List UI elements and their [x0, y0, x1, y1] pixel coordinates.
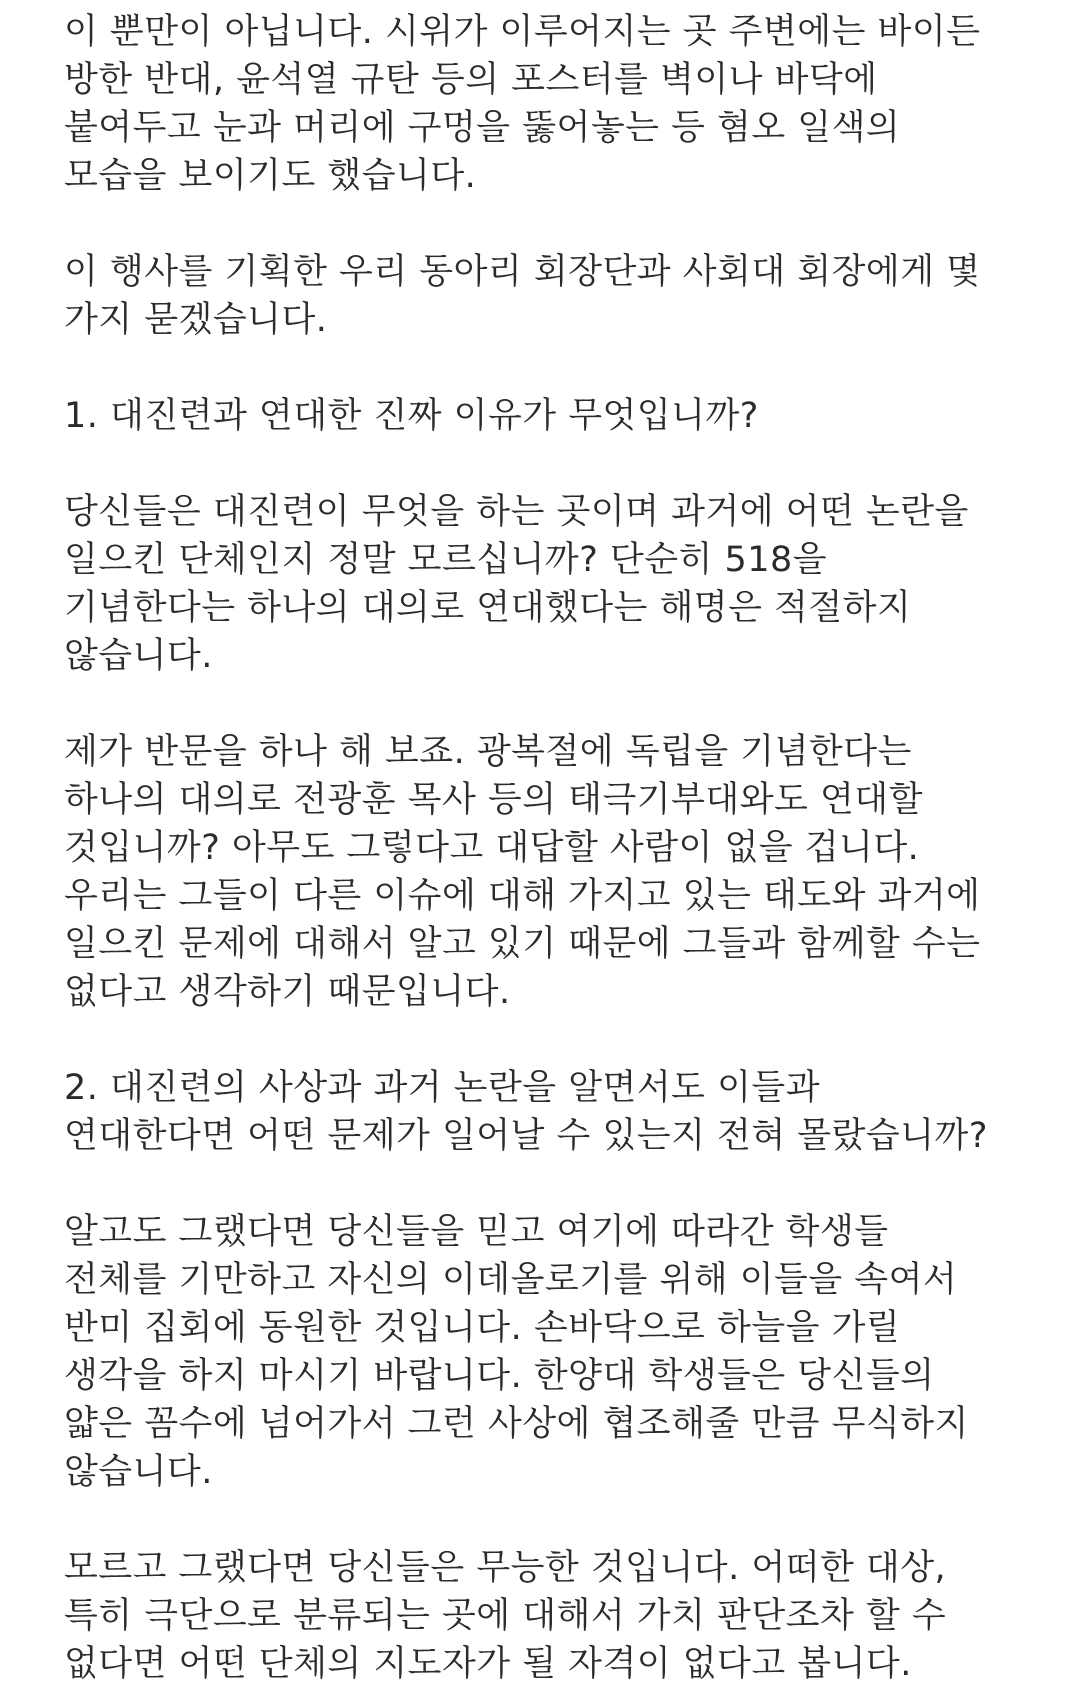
paragraph-gap — [64, 680, 1074, 728]
text-line: 우리는 그들이 다른 이슈에 대해 가지고 있는 태도와 과거에 — [64, 876, 981, 916]
text-line: 이 행사를 기획한 우리 동아리 회장단과 사회대 회장에게 몇 — [64, 252, 981, 292]
text-line: 알고도 그랬다면 당신들을 믿고 여기에 따라간 학생들 — [64, 1212, 889, 1252]
document-body — [64, 8, 1074, 1688]
text-line: 반미 집회에 동원한 것입니다. 손바닥으로 하늘을 가릴 — [64, 1308, 901, 1348]
text-line: 모습을 보이기도 했습니다. — [64, 156, 477, 196]
paragraph-gap — [64, 440, 1074, 488]
text-line: 않습니다. — [64, 636, 213, 676]
paragraph-gap — [64, 200, 1074, 248]
text-line: 2. 대진련의 사상과 과거 논란을 알면서도 이들과 — [64, 1068, 821, 1108]
text-line: 일으킨 문제에 대해서 알고 있기 때문에 그들과 함께할 수는 — [64, 924, 981, 964]
question-2-heading — [64, 1064, 1074, 1160]
text-line: 당신들은 대진련이 무엇을 하는 곳이며 과거에 어떤 논란을 — [64, 492, 969, 532]
text-line: 않습니다. — [64, 1452, 213, 1492]
text-line: 하나의 대의로 전광훈 목사 등의 태극기부대와도 연대할 — [64, 780, 923, 820]
paragraph-gap — [64, 1016, 1074, 1064]
text-line: 생각을 하지 마시기 바랍니다. 한양대 학생들은 당신들의 — [64, 1356, 935, 1396]
text-line: 방한 반대, 윤석열 규탄 등의 포스터를 벽이나 바닥에 — [64, 60, 878, 100]
text-line: 1. 대진련과 연대한 진짜 이유가 무엇입니까? — [64, 396, 759, 436]
text-line: 특히 극단으로 분류되는 곳에 대해서 가치 판단조차 할 수 — [64, 1596, 947, 1636]
text-line: 모르고 그랬다면 당신들은 무능한 것입니다. 어떠한 대상, — [64, 1548, 947, 1588]
text-line: 전체를 기만하고 자신의 이데올로기를 위해 이들을 속여서 — [64, 1260, 958, 1300]
text-line: 없다고 생각하기 때문입니다. — [64, 972, 511, 1012]
question-1-heading — [64, 392, 1074, 440]
text-line: 얇은 꼼수에 넘어가서 그런 사상에 협조해줄 만큼 무식하지 — [64, 1404, 969, 1444]
paragraph-7 — [64, 1208, 1074, 1496]
text-line: 가지 묻겠습니다. — [64, 300, 328, 340]
paragraph-gap — [64, 1160, 1074, 1208]
paragraph-5 — [64, 728, 1074, 1016]
paragraph-8 — [64, 1544, 1074, 1688]
text-line: 제가 반문을 하나 해 보죠. 광복절에 독립을 기념한다는 — [64, 732, 912, 772]
text-line: 이 뿐만이 아닙니다. 시위가 이루어지는 곳 주변에는 바이든 — [64, 12, 981, 52]
text-line: 기념한다는 하나의 대의로 연대했다는 해명은 적절하지 — [64, 588, 912, 628]
paragraph-1 — [64, 8, 1074, 200]
text-line: 것입니까? 아무도 그렇다고 대답할 사람이 없을 겁니다. — [64, 828, 920, 868]
text-line: 없다면 어떤 단체의 지도자가 될 자격이 없다고 봅니다. — [64, 1644, 912, 1684]
text-line: 연대한다면 어떤 문제가 일어날 수 있는지 전혀 몰랐습니까? — [64, 1116, 988, 1156]
paragraph-gap — [64, 344, 1074, 392]
text-line: 붙여두고 눈과 머리에 구멍을 뚫어놓는 등 혐오 일색의 — [64, 108, 901, 148]
paragraph-gap — [64, 1496, 1074, 1544]
paragraph-4 — [64, 488, 1074, 680]
text-line: 일으킨 단체인지 정말 모르십니까? 단순히 518을 — [64, 540, 828, 580]
paragraph-2 — [64, 248, 1074, 344]
